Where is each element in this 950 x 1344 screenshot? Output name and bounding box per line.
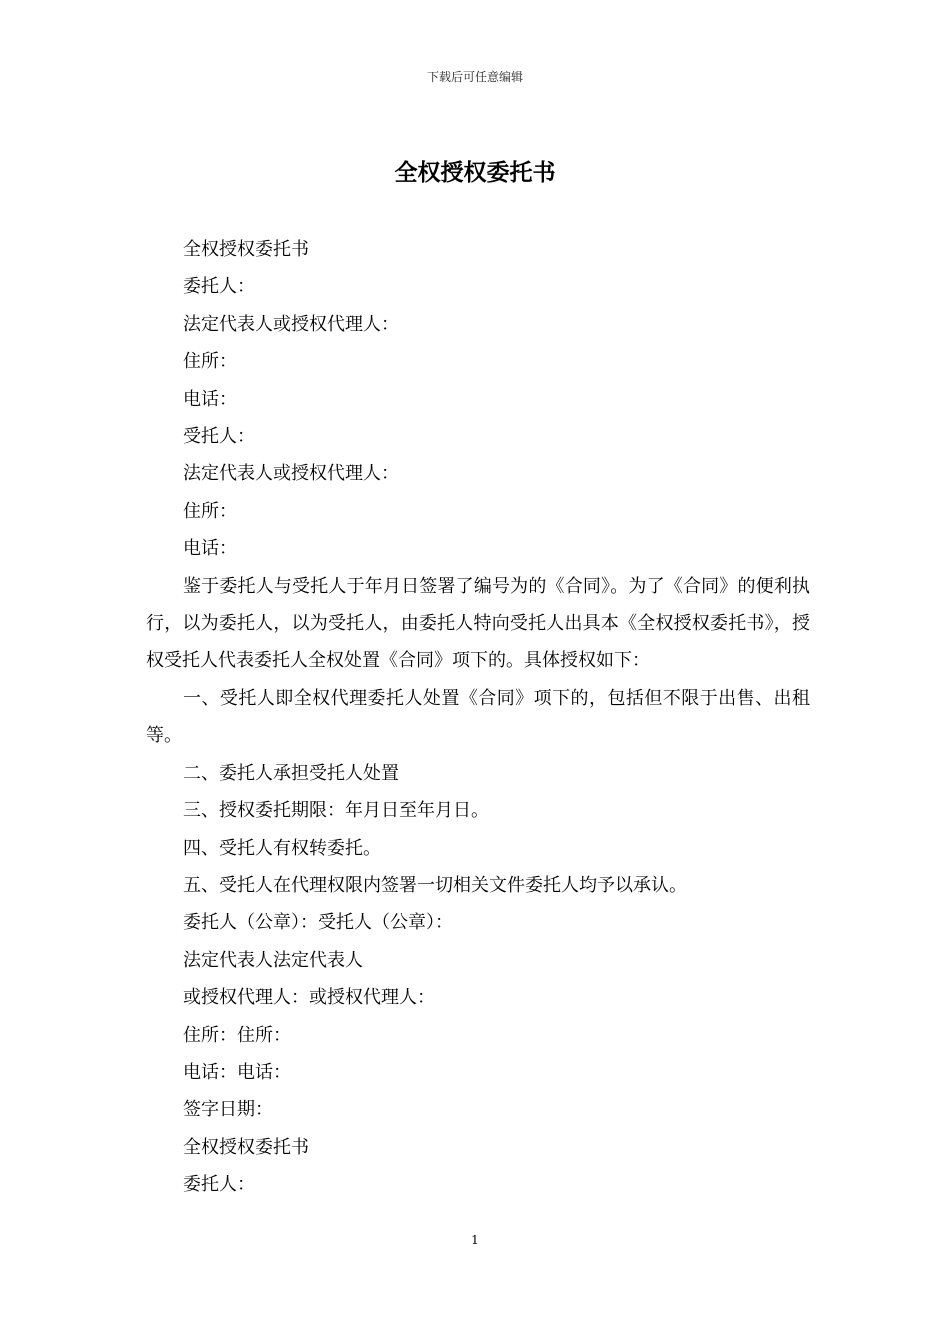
- paragraph-clause-3: 三、授权委托期限：年月日至年月日。: [183, 800, 489, 822]
- paragraph-signature-addresses: 住所：住所：: [183, 1024, 291, 1046]
- paragraph-recital: 鉴于委托人与受托人于年月日签署了编号为的《合同》。为了《合同》的便利执行，以为委托人，以为受托人，由委托人特向受托人出具本《全权授权委托书》，授权受托人代表委托人全权处置《合同》项下的。具体授权如下：: [146, 575, 810, 672]
- page-number: 1: [471, 1233, 479, 1247]
- paragraph-agent-representative: 法定代表人或授权代理人：: [183, 463, 399, 485]
- document-body: [146, 231, 810, 1204]
- paragraph-agent: 受托人：: [183, 426, 255, 448]
- paragraph-principal-representative: 法定代表人或授权代理人：: [183, 313, 399, 335]
- document-title: 全权授权委托书: [394, 159, 556, 186]
- paragraph-heading-repeat: 全权授权委托书: [183, 1136, 309, 1158]
- paragraph-clause-1: 一、受托人即全权代理委托人处置《合同》项下的，包括但不限于出售、出租等。: [146, 687, 810, 747]
- header-note: 下载后可任意编辑: [426, 70, 523, 84]
- paragraph-principal: 委托人：: [183, 276, 255, 298]
- paragraph-signature-authorized-agents: 或授权代理人：或授权代理人：: [183, 987, 435, 1009]
- paragraph-signature-phones: 电话：电话：: [183, 1061, 291, 1083]
- paragraph-heading: 全权授权委托书: [183, 239, 309, 260]
- paragraph-principal-repeat: 委托人：: [183, 1174, 255, 1196]
- paragraph-clause-2: 二、委托人承担受托人处置: [183, 762, 399, 784]
- paragraph-clause-5: 五、受托人在代理权限内签署一切相关文件委托人均予以承认。: [183, 874, 687, 896]
- paragraph-signature-seals: 委托人（公章）：受托人（公章）：: [183, 912, 453, 934]
- paragraph-principal-address: 住所：: [183, 351, 237, 373]
- paragraph-agent-phone: 电话：: [183, 538, 237, 560]
- paragraph-signature-date: 签字日期：: [183, 1099, 273, 1121]
- paragraph-agent-address: 住所：: [183, 500, 237, 522]
- paragraph-clause-4: 四、受托人有权转委托。: [183, 837, 381, 859]
- paragraph-signature-representatives: 法定代表人法定代表人: [183, 949, 363, 971]
- paragraph-principal-phone: 电话：: [183, 388, 237, 410]
